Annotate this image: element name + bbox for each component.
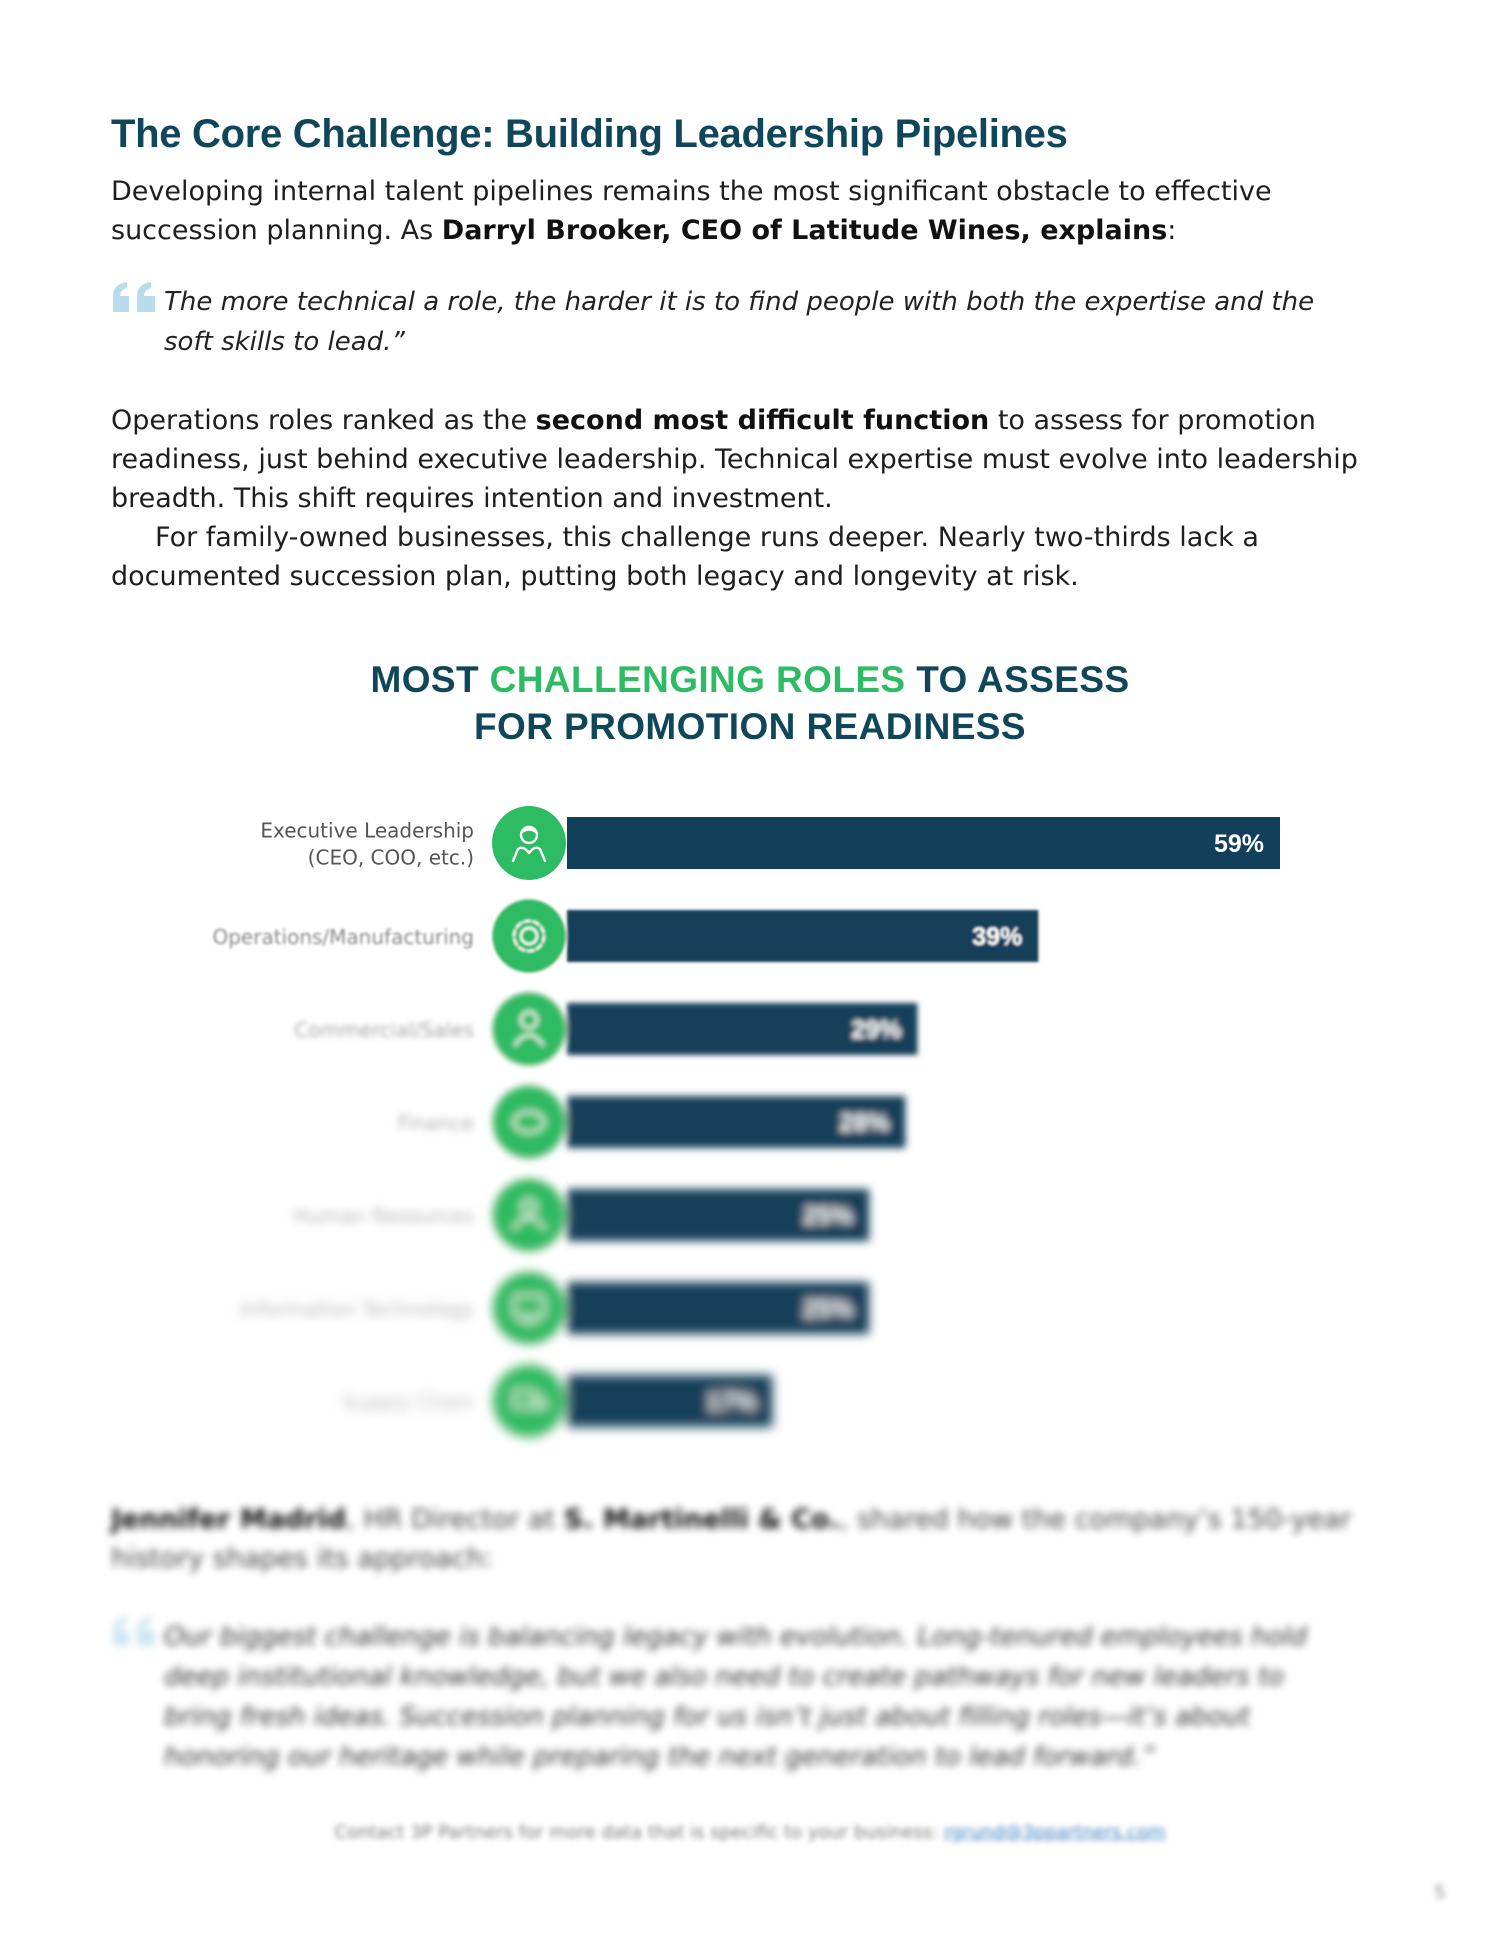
category-label: Human Resources: [293, 1204, 474, 1228]
quote-mark-icon-2: [111, 1616, 157, 1646]
value-label: 59%: [1213, 830, 1264, 858]
chart-title-line2: FOR PROMOTION READINESS: [474, 706, 1026, 747]
chart-title-part-a: MOST: [370, 659, 490, 700]
value-label: 28%: [839, 1109, 890, 1137]
icon-circle: [492, 1271, 566, 1345]
category-label: Operations/Manufacturing: [212, 925, 474, 949]
section-heading: The Core Challenge: Building Leadership Pipelines: [111, 112, 1068, 156]
chart-row: [397, 1084, 905, 1160]
intro-speaker: Darryl Brooker, CEO of Latitude Wines, explains: [441, 215, 1168, 246]
page-number: 5: [1434, 1882, 1446, 1903]
bar: [567, 910, 1038, 962]
category-label: Supply Chain: [342, 1390, 474, 1414]
chart-row: [260, 805, 1280, 881]
madrid-company: S. Martinelli & Co.: [563, 1504, 840, 1535]
quote-mark-icon: [111, 282, 157, 312]
madrid-paragraph: [111, 1500, 1401, 1578]
madrid-after: , shared how the company’s 150-year history shapes its approach:: [111, 1504, 1352, 1574]
bar: [567, 817, 1280, 869]
footer-text: Contact 3P Partners for more data that is specific to your business:: [334, 1822, 945, 1843]
intro-paragraph: [111, 172, 1401, 250]
madrid-mid: , HR Director at: [346, 1504, 564, 1535]
intro-text: Developing internal talent pipelines remains the most significant obstacle to effective succession planning. As: [111, 176, 1272, 246]
operations-emphasis: second most difficult function: [535, 405, 990, 436]
chart-row: [293, 1177, 869, 1253]
icon-circle: [492, 1085, 566, 1159]
value-label: 29%: [851, 1016, 902, 1044]
quote-brooker: The more technical a role, the harder it is to find people with both the expertise and the soft skills to lead.”: [164, 287, 1315, 357]
family-paragraph: For family-owned businesses, this challenge runs deeper. Nearly two-thirds lack a documented succession plan, putting both legacy and longevity at risk.: [111, 522, 1259, 592]
value-label: 25%: [803, 1202, 854, 1230]
operations-paragraph: [111, 401, 1401, 518]
operations-after: to assess for promotion readiness, just behind executive leadership. Technical expertise must evolve into leadership breadth. This shift requires intention and investment.: [111, 405, 1358, 514]
chart-row: [240, 1270, 869, 1346]
value-label: 17%: [706, 1388, 757, 1416]
roles-bar-chart: [0, 790, 1500, 1450]
madrid-name: Jennifer Madrid: [111, 1504, 347, 1535]
chart-title-accent: CHALLENGING ROLES: [489, 659, 906, 700]
category-label: Commercial/Sales: [294, 1018, 474, 1042]
icon-circle: [492, 899, 566, 973]
category-label: (CEO, COO, etc.): [307, 845, 474, 870]
quote-madrid: Our biggest challenge is balancing legacy with evolution. Long-tenured employees hold deep institutional knowledge, but we also need to create pathways for new leaders to bring fresh ideas. Succession planning for us isn’t just about filling roles—it’s about honoring our heritage while preparing the next generation to lead forward.”: [164, 1622, 1307, 1772]
category-label: Finance: [397, 1111, 474, 1135]
operations-before: Operations roles ranked as the: [111, 405, 536, 436]
category-label: Information Technology: [239, 1297, 474, 1321]
chart-row: [294, 991, 917, 1067]
value-label: 25%: [803, 1295, 854, 1323]
chart-row: [342, 1363, 772, 1439]
category-label: Executive Leadership: [260, 818, 474, 843]
chart-title-part-b: TO ASSESS: [905, 659, 1130, 700]
chart-row: [212, 898, 1038, 974]
chart-title: [0, 656, 1500, 750]
footer-contact: [0, 1822, 1500, 1843]
footer-email-link[interactable]: rgrund@3ppartners.com: [944, 1822, 1166, 1843]
value-label: 39%: [972, 923, 1023, 951]
intro-after: :: [1167, 215, 1177, 246]
icon-circle: [492, 1364, 566, 1438]
